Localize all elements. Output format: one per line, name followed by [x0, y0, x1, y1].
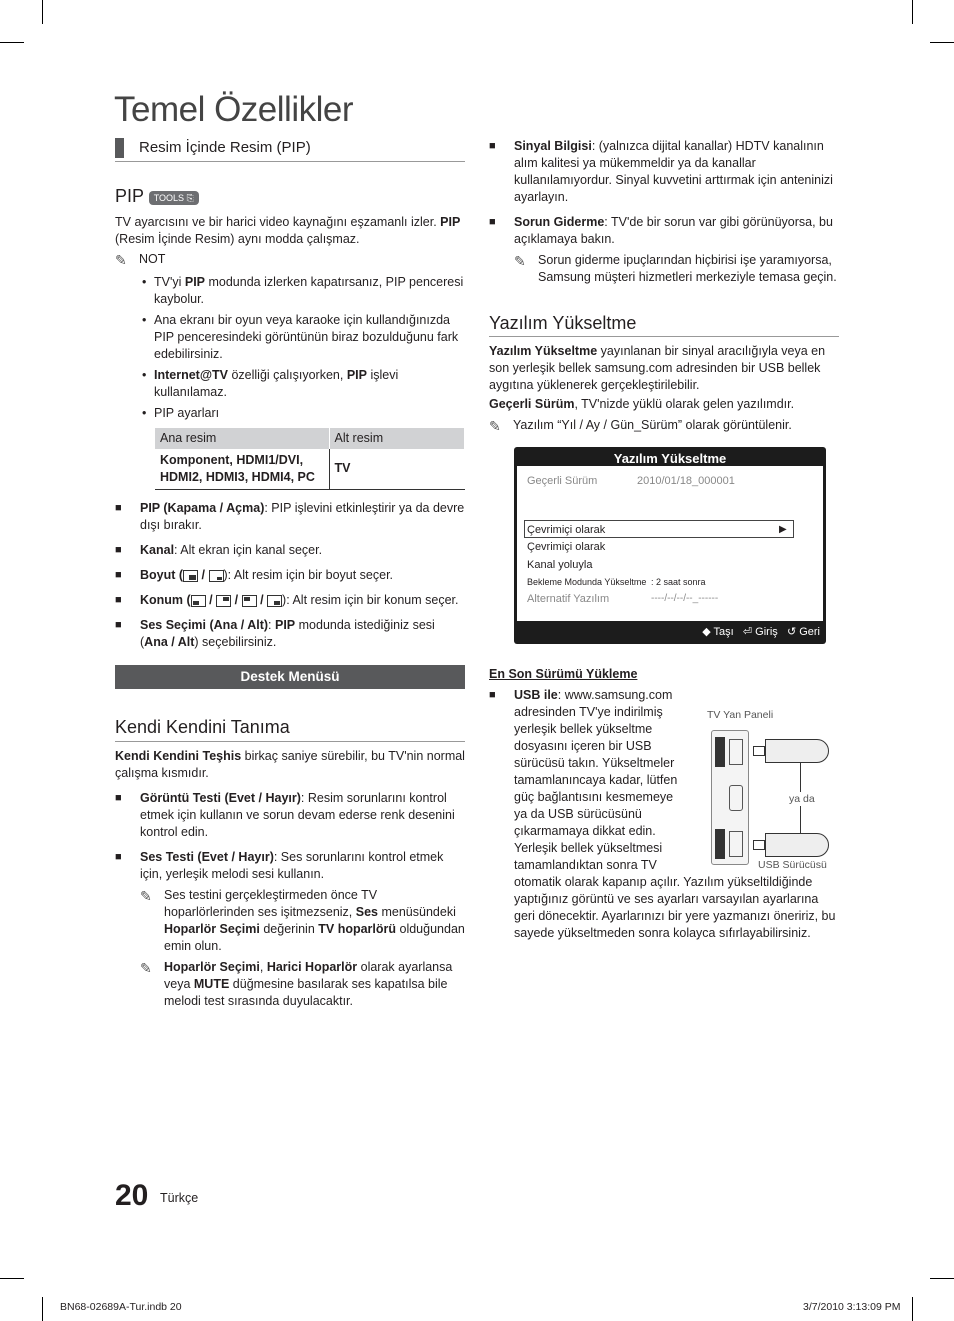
osd-enter-label: Giriş [755, 625, 778, 638]
table-header: Ana resim [155, 428, 329, 449]
text: PIP [275, 617, 296, 632]
osd-back-label: Geri [799, 625, 820, 638]
note [140, 959, 465, 1010]
text: : (yalnızca dijital kanallar) HDTV kanalının alım kalitesi ya mükemmeldir ya da kanallar kullanılamıyordur. Sinyal kuvvetini arttırmak için anteninizi ayarlayın. [514, 139, 833, 204]
table-cell: TV [329, 449, 465, 490]
usb-drive-icon [765, 833, 829, 857]
text: Geçerli Sürüm [489, 397, 575, 412]
text: Ana ekranı bir oyun veya karaoke için kullandığınızda PIP penceresindeki görüntünün biraz bozulduğunu fark edebilirsiniz. [154, 312, 459, 361]
tv-side-panel-label: TV Yan Paneli [707, 709, 774, 721]
usb-plug [753, 746, 765, 756]
osd-current-value: 2010/01/18_000001 [637, 474, 735, 487]
pencil-icon: ✎ [489, 418, 501, 435]
crop-mark [42, 0, 43, 24]
usb-drive-label: USB Sürücüsü [758, 859, 827, 871]
text: olarak ayarlansa veya [164, 959, 453, 991]
usb-diagram [707, 708, 842, 878]
text: : [268, 617, 275, 632]
return-icon: ↺ [786, 625, 797, 638]
note [489, 417, 839, 436]
crop-mark [930, 1278, 954, 1279]
pencil-icon: ✎ [140, 959, 152, 976]
text: PIP ayarları [154, 405, 220, 420]
pencil-icon: ✎ [140, 887, 152, 904]
text: Konum ( [140, 592, 191, 607]
text: Ana / Alt [144, 634, 195, 649]
section-marker [115, 138, 124, 158]
text: Internet@TV [154, 367, 228, 382]
list-item: • Ana ekranı bir oyun veya karaoke için kullandığınızda PIP penceresindeki görüntünün biraz bozulduğunu fark edebilirsiniz. [140, 312, 465, 363]
pip-pos-bottom-right-icon [267, 595, 282, 607]
list-item: ■ PIP (Kapama / Açma): PIP işlevini etkinleştirir ya da devre dışı bırakır. [115, 500, 465, 532]
text: Ses Seçimi (Ana / Alt) [140, 617, 269, 632]
text: : TV'de bir sorun var gibi görünüyorsa, bu açıklamaya bakın. [514, 215, 833, 246]
text: modunda istediğiniz sesi ( [140, 617, 435, 649]
text: Ses Testi (Evet / Hayır) [140, 849, 274, 864]
trouble-note [489, 252, 839, 286]
text: : Ses sorunlarını kontrol etmek için, yerleşik melodi sesi kullanın. [140, 849, 444, 881]
text: : PIP işlevini etkinleştirir ya da devre dışı bırakır. [140, 500, 465, 532]
text: (Resim İçinde Resim) aynı modda çalışmaz. [115, 231, 360, 246]
osd-option-standby[interactable]: Bekleme Modunda Yükseltme [527, 576, 647, 587]
current-version-desc [489, 396, 839, 413]
note [514, 252, 839, 286]
software-upgrade-osd [514, 447, 826, 644]
text: Ses testini gerçekleştirmeden önce TV hoparlörlerinden ses işitmezseniz, [164, 887, 378, 919]
section-header-text: Resim İçinde Resim (PIP) [139, 139, 311, 156]
section-header [115, 138, 465, 162]
osd-current-label: Geçerli Sürüm [527, 474, 598, 487]
text: Görüntü Testi (Evet / Hayır) [140, 790, 301, 805]
crop-mark [912, 0, 913, 24]
or-label: ya da [789, 793, 815, 805]
usb-port [729, 831, 743, 857]
support-menu-bar: Destek Menüsü [115, 665, 465, 689]
pip-heading [115, 184, 465, 208]
text: Hoparlör Seçimi [164, 921, 260, 936]
pip-settings-table [155, 428, 465, 490]
text: : Alt ekran için kanal seçer. [174, 542, 323, 557]
osd-title: Yazılım Yükseltme [613, 450, 727, 466]
text: işlevi kullanılamaz. [154, 367, 399, 399]
text: yayınlanan bir sinyal aracılığıyla veya en son yerleşik bellek samsung.com adresinden bir USB bellek aygıtına yüklenerek gerçekleştirilebilir. [489, 344, 826, 393]
text: olduğundan emin olun. [164, 921, 465, 953]
tools-label: TOOLS [153, 192, 185, 203]
pencil-icon: ✎ [115, 251, 127, 268]
usb-port [729, 739, 743, 765]
text: Boyut ( [140, 567, 184, 582]
arrow-right-icon: ▶ [779, 523, 787, 535]
text: Sorun Giderme [514, 215, 605, 229]
latest-version-heading [489, 666, 839, 683]
osd-option-channel[interactable]: Kanal yoluyla [527, 558, 593, 571]
text: Sorun giderme ipuçlarından hiçbirisi işe yaramıyorsa, Samsung müşteri hizmetleri merkeziyle temasa geçin. [538, 253, 837, 284]
pip-pos-bottom-left-icon [191, 595, 206, 607]
pip-size-small-icon [209, 570, 224, 582]
footer-file: BN68-02689A-Tur.indb 20 [60, 1301, 182, 1313]
self-diagnosis-intro [115, 748, 465, 782]
text: ): Alt resim için bir boyut seçer. [223, 567, 394, 582]
text: Yazılım Yükseltme [489, 344, 598, 359]
text: , TV'nizde yüklü olarak gelen yazılımdır. [574, 397, 795, 412]
text: ) seçebilirsiniz. [194, 634, 277, 649]
software-upgrade-heading: Yazılım Yükseltme [489, 311, 839, 337]
text: En Son Sürümü Yükleme [489, 666, 638, 681]
text: Kendi Kendini Teşhis [115, 748, 242, 763]
usb-plug [753, 840, 765, 850]
text: değerinin [259, 921, 319, 936]
sound-test-notes [115, 887, 465, 1010]
text: : www.samsung.com adresinden TV'ye indirilmiş yerleşik bellek yükseltme dosyasını içeren bir USB sürücüsü takın. Yükseltmeler tamamlanıncaya kadar, lütfen güç bağlantısını kesmemeye ya da USB sürücüsünü çıkarmamaya dikkat edin. Yerleşik bellek yükseltmesi tamamlandıktan sonra TV [514, 687, 678, 872]
list-item: ■ Sorun Giderme: TV'de bir sorun var gibi görünüyorsa, bu açıklamaya bakın. [489, 215, 833, 246]
list-item: • Internet@TV özelliği çalışıyorken, PIP işlevi kullanılamaz. [142, 367, 399, 399]
list-item: • TV'yi PIP modunda izlerken kapatırsanız, PIP penceresi kaybolur. [142, 274, 464, 306]
list-item: ■ Ses Seçimi (Ana / Alt): PIP modunda istediğiniz sesi (Ana / Alt) seçebilirsiniz. [115, 617, 435, 649]
osd-option-alternative[interactable]: Alternatif Yazılım [527, 592, 610, 605]
note [140, 887, 465, 955]
crop-mark [0, 1278, 24, 1279]
text: PIP (Kapama / Açma) [140, 500, 265, 515]
table-header: Alt resim [329, 428, 465, 449]
crop-mark [912, 1297, 913, 1321]
usb-drive-icon [765, 739, 829, 763]
note [115, 251, 465, 270]
crop-mark [930, 42, 954, 43]
usb-port-icon [715, 829, 725, 859]
text: , [259, 959, 267, 974]
text: Ses [355, 904, 379, 919]
tools-badge: TOOLS ⎘ [149, 191, 199, 205]
text: PIP [440, 214, 461, 229]
text: Hoparlör Seçimi [164, 959, 260, 974]
page-title: Temel Özellikler [114, 90, 353, 129]
osd-standby-value: : 2 saat sonra [651, 576, 706, 587]
osd-option-online-selected[interactable]: Çevrimiçi olarak [527, 523, 606, 536]
osd-alternative-value: ----/--/--/--_------ [651, 592, 719, 604]
pip-pos-top-left-icon [242, 595, 257, 607]
footer-date: 3/7/2010 3:13:09 PM [803, 1301, 901, 1313]
osd-footer [702, 625, 820, 640]
osd-panel [517, 466, 823, 621]
table-cell: Komponent, HDMI1/DVI, HDMI2, HDMI3, HDMI4, PC [155, 449, 329, 490]
software-upgrade-intro [489, 343, 839, 394]
tv-side-panel [711, 730, 749, 865]
usb-continued: otomatik olarak kapanıp açılır. Yazılım yükseltildiğinde yaptığınız görüntü ve ses ayarları varsayılan ayarlarına geri dönecektir. Ayarlarınızı bir yere yazmanızı öneririz, bu sayede yükseltmeden sonra kolayca sıfırlayabilirsiniz. [514, 874, 836, 940]
text: USB ile [514, 687, 558, 702]
pip-intro [115, 214, 465, 248]
left-column [115, 138, 465, 1010]
text: düğmesine basılarak ses kapatılsa bile melodi test sırasında duyulacaktır. [164, 976, 448, 1008]
osd-option-online[interactable]: Çevrimiçi olarak [527, 540, 606, 553]
crop-mark [0, 42, 24, 43]
text: Yazılım “Yıl / Ay / Gün_Sürüm” olarak görüntülenir. [513, 418, 792, 433]
language-label: Türkçe [160, 1191, 199, 1205]
pip-size-large-icon [183, 570, 198, 582]
text: birkaç saniye sürebilir, bu TV'nin normal çalışma kısmıdır. [115, 748, 465, 780]
osd-move-label: Taşı [713, 625, 734, 638]
text: TV ayarcısını ve bir harici video kaynağını eşzamanlı izler. [115, 214, 441, 229]
text: ): Alt resim için bir konum seçer. [282, 592, 459, 607]
note-bullets [115, 274, 465, 422]
text: PIP [184, 274, 206, 289]
text: Kanal [140, 542, 175, 557]
text: PIP [346, 367, 367, 382]
list-item: ■ Kanal: Alt ekran için kanal seçer. [115, 542, 323, 557]
text: modunda izlerken kapatırsanız, PIP penceresi kaybolur. [154, 274, 464, 306]
text: TV'yi [154, 274, 185, 289]
text: Harici Hoparlör [266, 959, 358, 974]
hdmi-port [729, 785, 743, 811]
list-item: ■ USB ile: www.samsung.com adresinden TV'ye indirilmiş yerleşik bellek yükseltme dosyasını içeren bir USB sürücüsü takın. Yükseltmeler tamamlanıncaya kadar, lütfen güç bağlantısını kesmemeye ya da USB sürücüsünü çıkarmamaya dikkat edin. Yerleşik bellek yükseltmesi tamamlandıktan sonra TV [489, 687, 678, 872]
crop-mark [42, 1297, 43, 1321]
page-number: 20 [115, 1179, 149, 1212]
text: MUTE [193, 976, 230, 991]
text: : Resim sorunlarını kontrol etmek için kullanın ve sorun devam ederse renk desenini kontrol edin. [140, 790, 455, 839]
list-item: ■ Görüntü Testi (Evet / Hayır): Resim sorunlarını kontrol etmek için kullanın ve sorun devam ederse renk desenini kontrol edin. [115, 790, 455, 839]
text: özelliği çalışıyorken, [228, 367, 347, 382]
list-item: ■ Boyut ( / ): Alt resim için bir boyut seçer. [115, 567, 394, 582]
enter-icon: ⏎ [742, 625, 753, 638]
list-item: ■ Ses Testi (Evet / Hayır): Ses sorunlarını kontrol etmek için, yerleşik melodi sesi kullanın. [115, 849, 444, 881]
list-item: • PIP ayarları [142, 405, 220, 420]
self-diagnosis-heading: Kendi Kendini Tanıma [115, 715, 465, 741]
usb-port-icon [715, 737, 725, 767]
move-icon: ◆ [702, 625, 711, 638]
pencil-icon: ✎ [514, 253, 526, 269]
note-label: NOT [139, 251, 166, 266]
text: Sinyal Bilgisi [514, 139, 592, 153]
text: menüsündeki [378, 904, 456, 919]
list-item: ■ Sinyal Bilgisi: (yalnızca dijital kanallar) HDTV kanalının alım kalitesi ya mükemmeldir ya da kanallar kullanılamıyordur. Sinyal kuvvetini arttırmak için anteninizi ayarlayın. [489, 139, 833, 204]
pip-pos-top-right-icon [216, 595, 231, 607]
list-item: ■ Konum ( / / / ): Alt resim için bir konum seçer. [115, 592, 459, 607]
pip-heading-text: PIP [115, 186, 144, 207]
text: TV hoparlörü [318, 921, 397, 936]
